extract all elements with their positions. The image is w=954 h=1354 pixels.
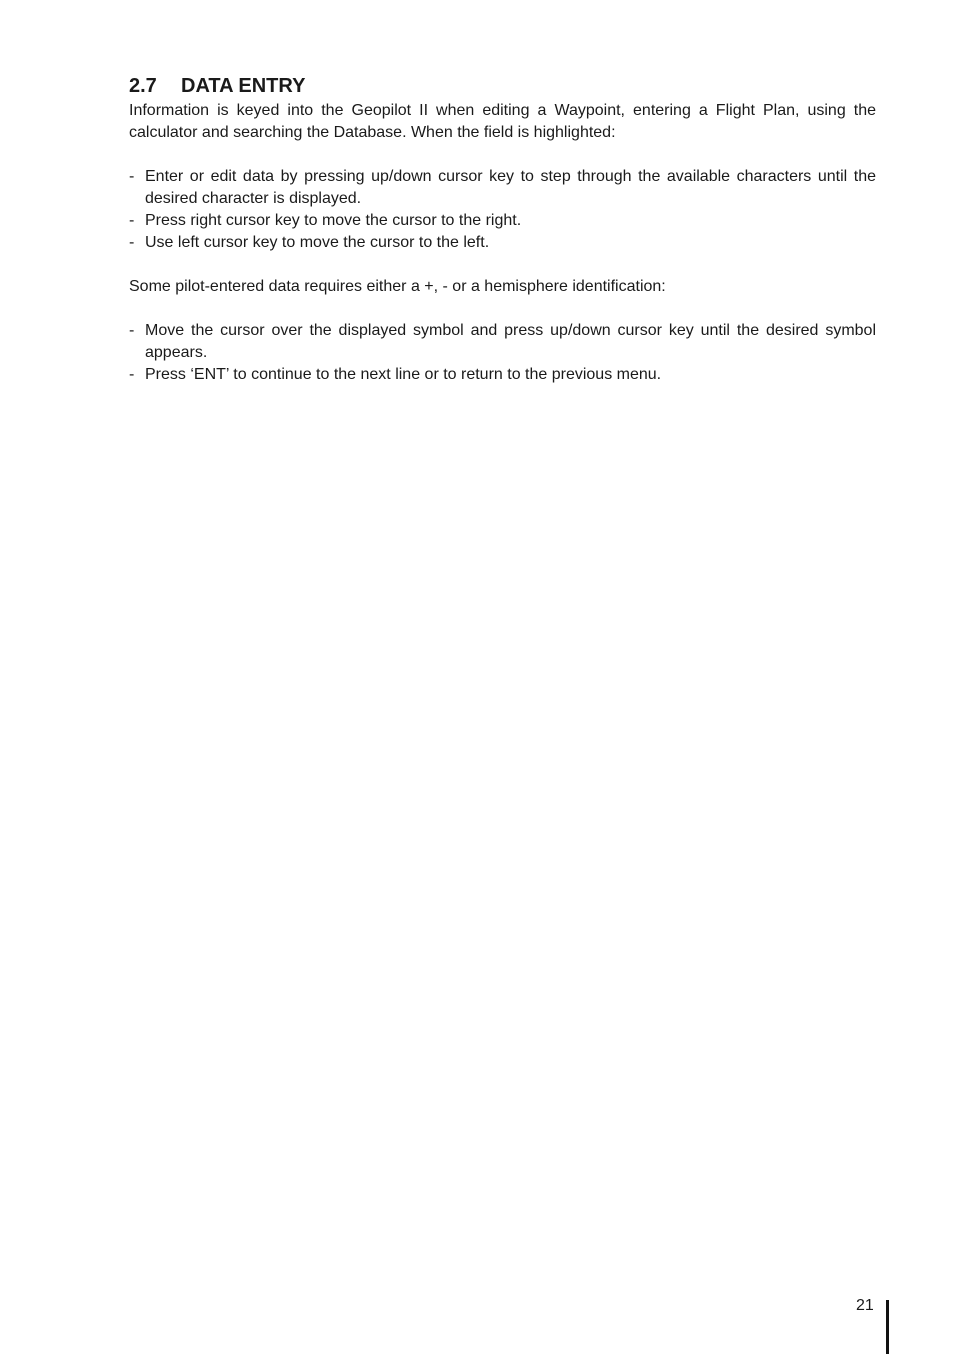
dash-marker: - bbox=[129, 168, 135, 185]
dash-marker: - bbox=[129, 322, 135, 339]
page-edge-rule bbox=[886, 1300, 889, 1354]
list-item-text: Press right cursor key to move the cursor to the right. bbox=[145, 212, 522, 229]
section-number: 2.7 bbox=[129, 75, 157, 97]
list-item bbox=[129, 364, 876, 386]
dash-marker: - bbox=[129, 366, 135, 383]
intro-paragraph: Information is keyed into the Geopilot II when editing a Waypoint, entering a Flight Plan, using the calculator and searching the Database. When the field is highlighted: bbox=[129, 102, 876, 141]
dash-marker: - bbox=[129, 212, 135, 229]
middle-paragraph: Some pilot-entered data requires either a +, - or a hemisphere identification: bbox=[129, 278, 666, 295]
page-number: 21 bbox=[856, 1297, 874, 1314]
list-item-text: Use left cursor key to move the cursor to the left. bbox=[145, 234, 490, 251]
list-item-text: Enter or edit data by pressing up/down cursor key to step through the available characters until the desired character is displayed. bbox=[145, 168, 876, 207]
section-title: DATA ENTRY bbox=[181, 75, 306, 97]
spacer bbox=[129, 144, 876, 166]
dash-marker: - bbox=[129, 234, 135, 251]
list-item-text: Press ‘ENT’ to continue to the next line or to return to the previous menu. bbox=[145, 366, 662, 383]
section-heading bbox=[129, 72, 876, 100]
page-content bbox=[129, 72, 876, 386]
list-item bbox=[129, 320, 876, 364]
edit-instructions-list bbox=[129, 166, 876, 254]
list-item-text: Move the cursor over the displayed symbol and press up/down cursor key until the desired symbol appears. bbox=[145, 322, 876, 361]
symbol-instructions-list bbox=[129, 320, 876, 386]
list-item bbox=[129, 210, 876, 232]
spacer bbox=[129, 298, 876, 320]
list-item bbox=[129, 232, 876, 254]
list-item bbox=[129, 166, 876, 210]
spacer bbox=[129, 254, 876, 276]
